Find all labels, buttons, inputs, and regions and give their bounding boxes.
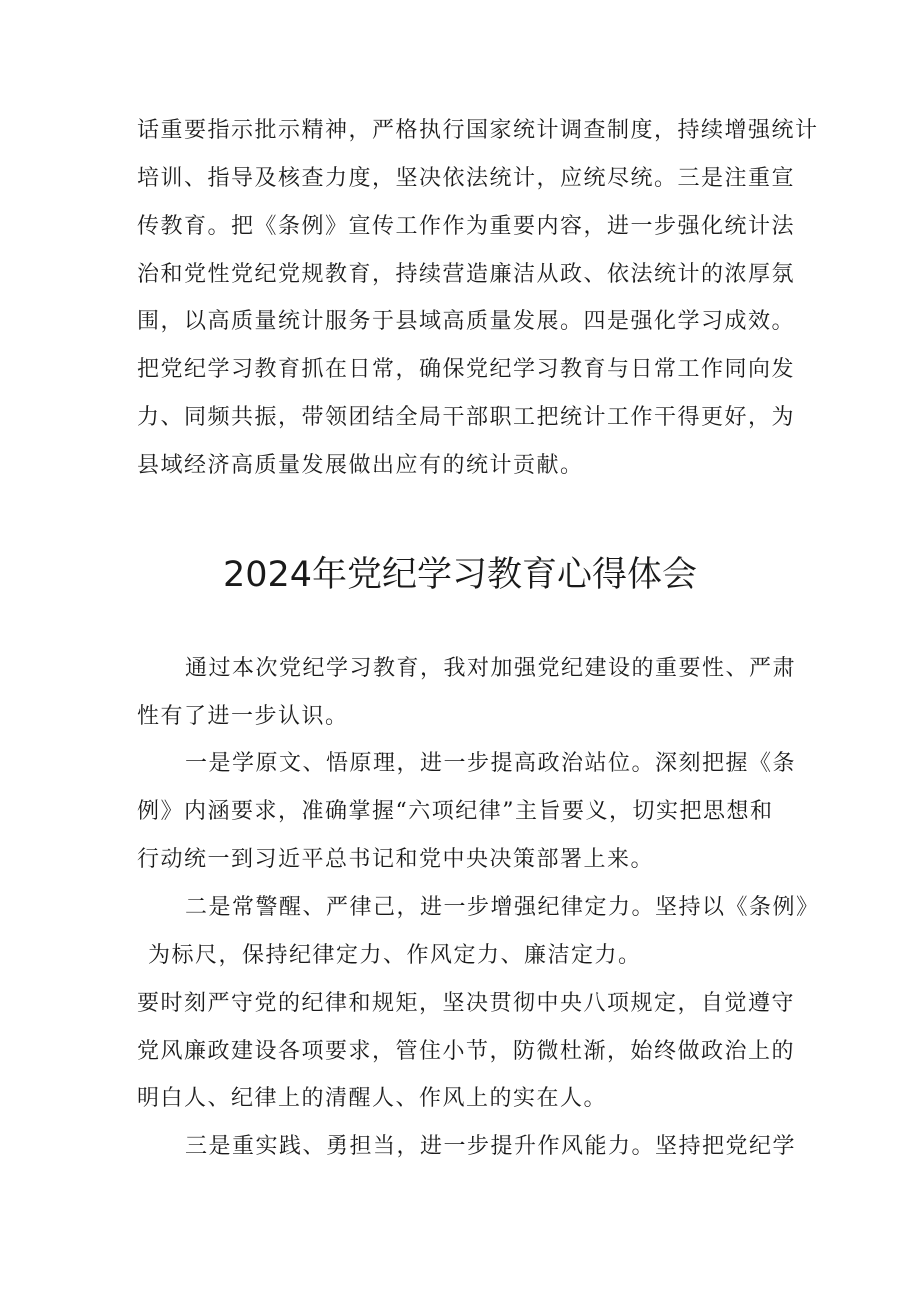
text-line: 行动统一到习近平总书记和党中央决策部署上来。 (137, 847, 655, 872)
text-line: 传教育。把《条例》宣传工作作为重要内容，进一步强化统计法 (137, 214, 796, 239)
text-line: 为标尺，保持纪律定力、作风定力、廉洁定力。 (148, 943, 642, 968)
text-line: 培训、指导及核查力度，坚决依法统计，应统尽统。三是注重宣 (137, 166, 796, 191)
text-line: 要时刻严守党的纪律和规矩，坚决贯彻中央八项规定，自觉遵守 (137, 991, 796, 1016)
text-line: 一是学原文、悟原理，进一步提高政治站位。深刻把握《条 (185, 751, 797, 776)
text-line: 党风廉政建设各项要求，管住小节，防微杜渐，始终做政治上的 (137, 1039, 796, 1064)
text-line: 话重要指示批示精神，严格执行国家统计调查制度，持续增强统计 (137, 118, 819, 143)
text-line: 例》内涵要求，准确掌握“六项纪律”主旨要义，切实把思想和 (137, 799, 774, 824)
text-line: 性有了进一步认识。 (137, 704, 349, 729)
page-title: 2024年党纪学习教育心得体会 (222, 555, 698, 595)
text-line: 二是常警醒、严律己，进一步增强纪律定力。坚持以《条例》 (185, 895, 820, 920)
text-line: 三是重实践、勇担当，进一步提升作风能力。坚持把党纪学 (185, 1134, 797, 1159)
text-line: 力、同频共振，带领团结全局干部职工把统计工作干得更好，为 (137, 405, 796, 430)
text-line: 县域经济高质量发展做出应有的统计贡献。 (137, 453, 584, 478)
text-line: 围，以高质量统计服务于县域高质量发展。四是强化学习成效。 (137, 309, 796, 334)
text-line: 治和党性党纪党规教育，持续营造廉洁从政、依法统计的浓厚氛 (137, 262, 796, 287)
text-line: 明白人、纪律上的清醒人、作风上的实在人。 (137, 1086, 608, 1111)
text-line: 把党纪学习教育抓在日常，确保党纪学习教育与日常工作同向发 (137, 357, 796, 382)
text-line: 通过本次党纪学习教育，我对加强党纪建设的重要性、严肃 (185, 656, 797, 681)
